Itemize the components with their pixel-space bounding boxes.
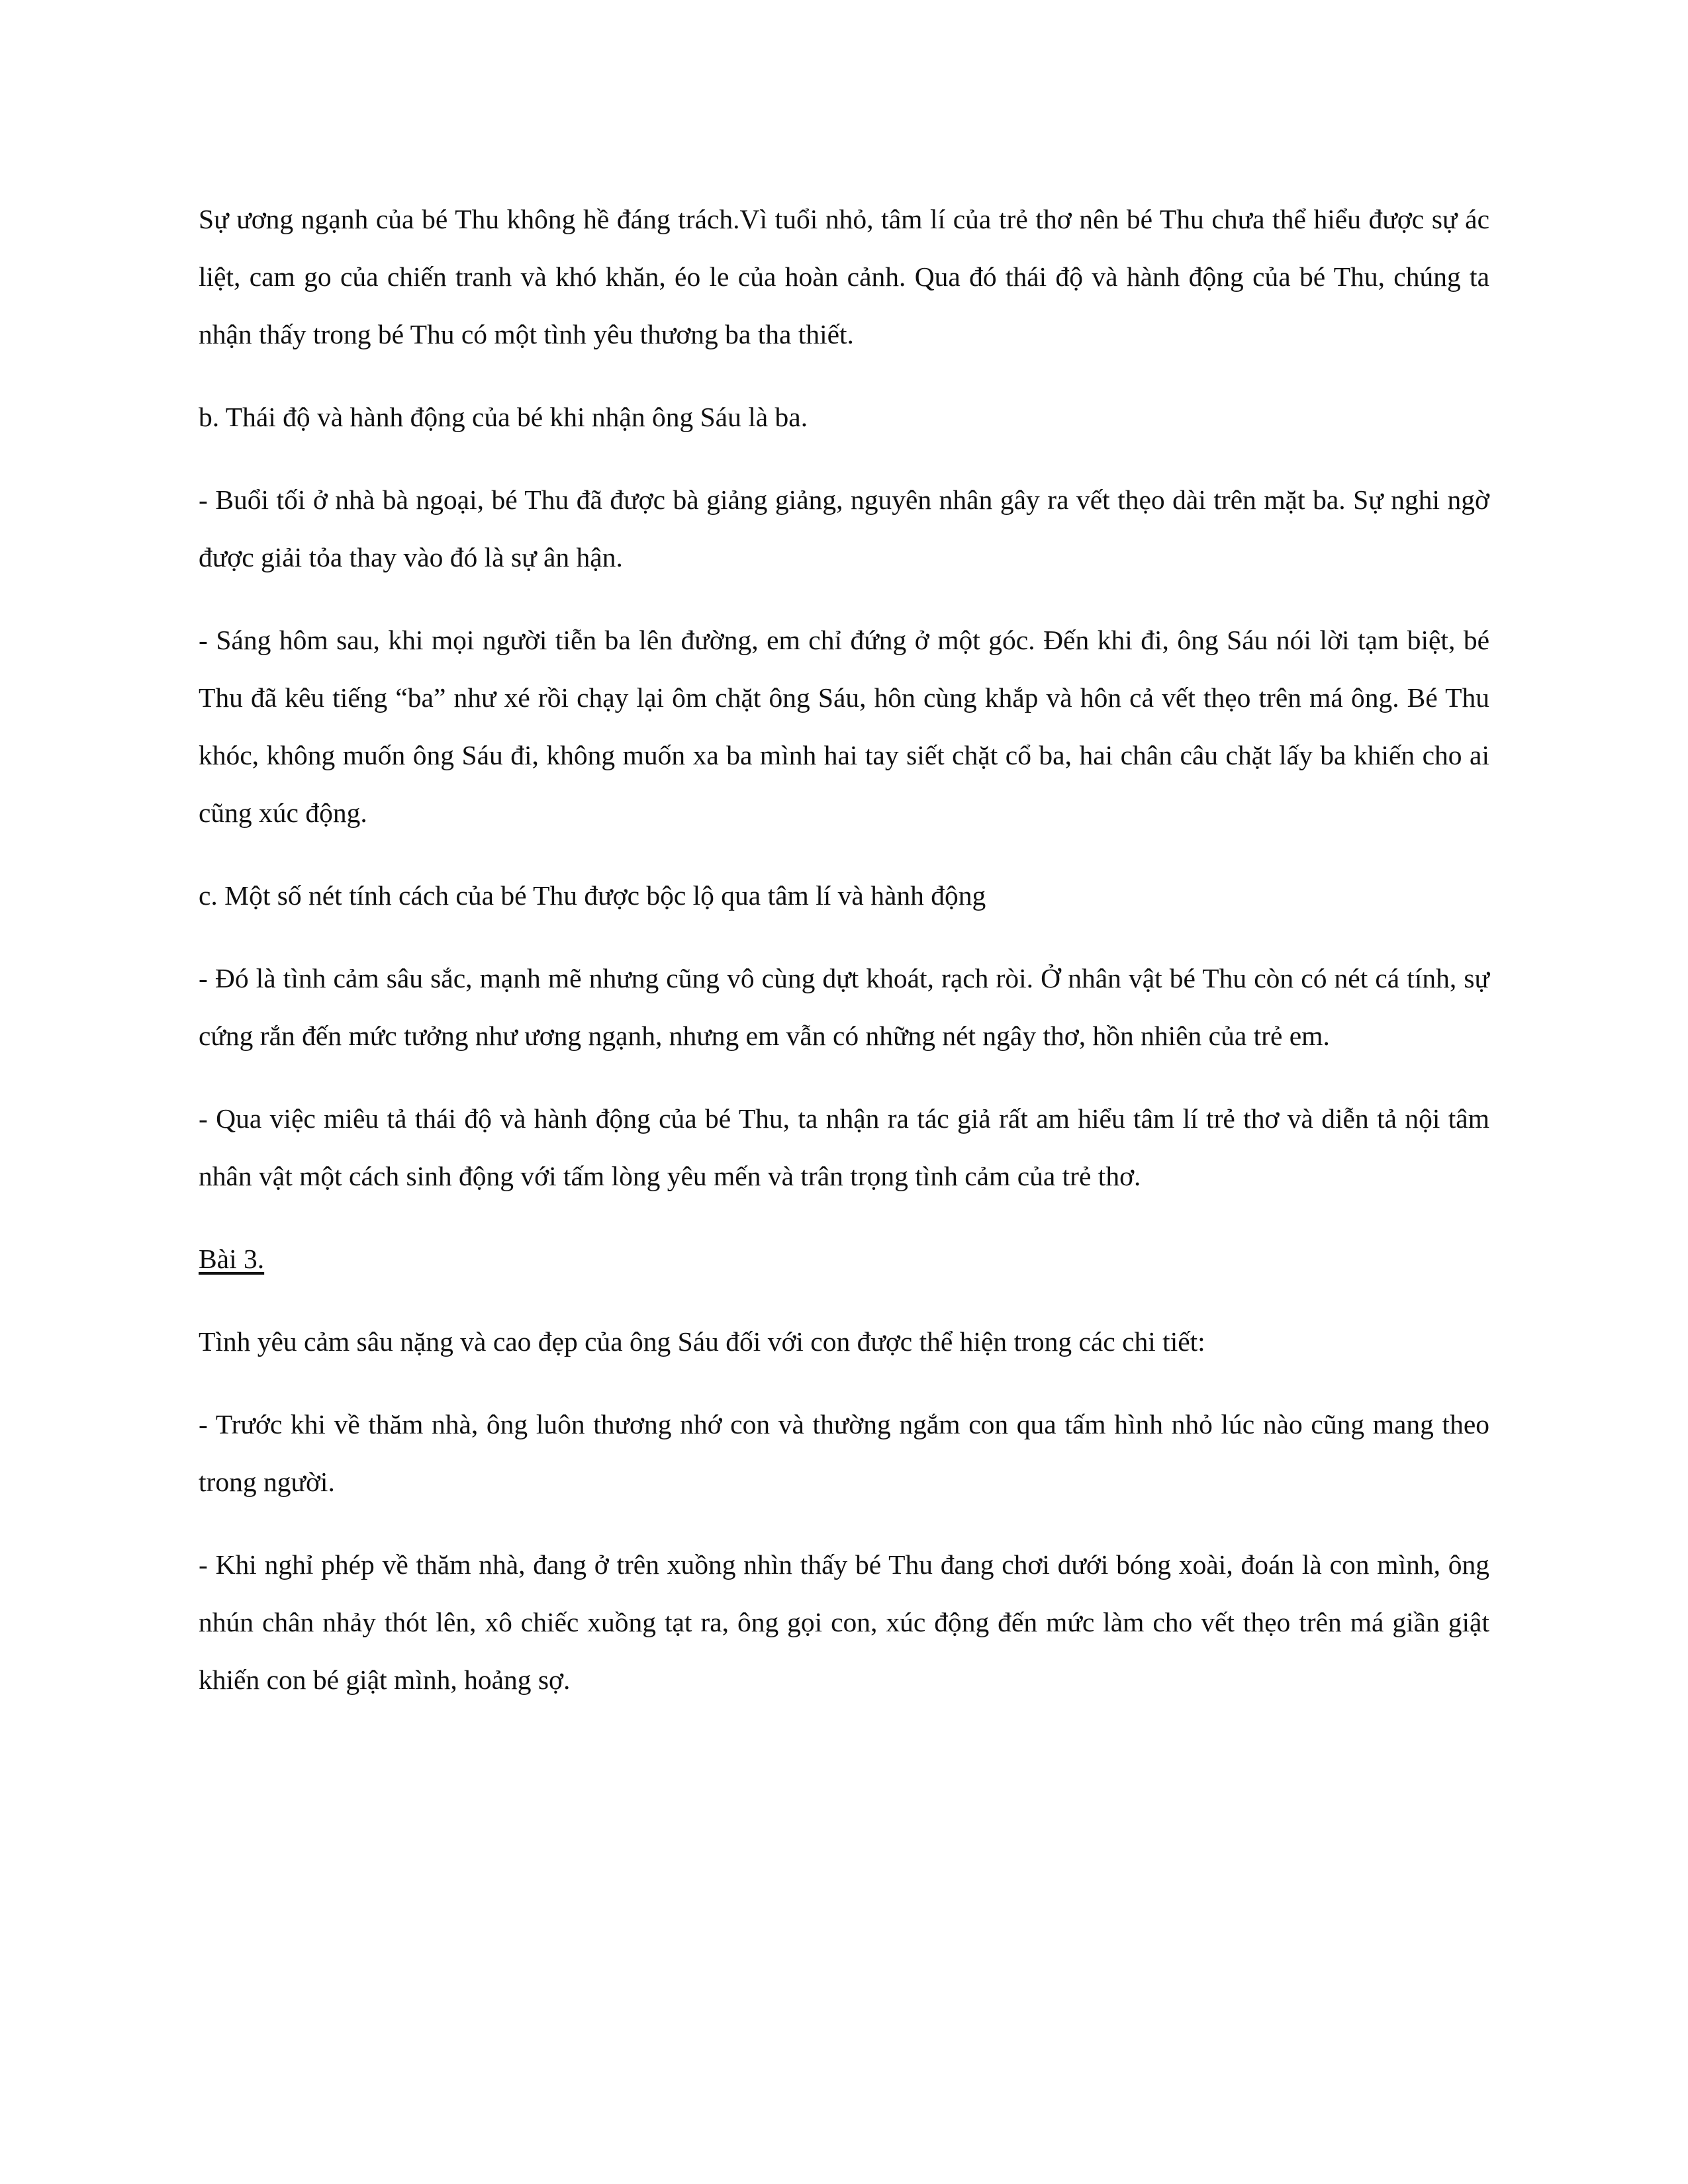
paragraph-on-leave: - Khi nghỉ phép về thăm nhà, đang ở trên xuồng nhìn thấy bé Thu đang chơi dưới bóng xoài, đoán là con mình, ông nhún chân nhảy thót lên, xô chiếc xuồng tạt ra, ông gọi con, xúc động đến mức làm cho vết thẹo trên má giần giật khiến con bé giật mình, hoảng sợ. <box>199 1549 1489 1695</box>
paragraph-exercise-3-intro: Tình yêu cảm sâu nặng và cao đẹp của ông Sáu đối với con được thể hiện trong các chi tiết: <box>199 1326 1205 1357</box>
paragraph-morning: - Sáng hôm sau, khi mọi người tiễn ba lên đường, em chỉ đứng ở một góc. Đến khi đi, ông Sáu nói lời tạm biệt, bé Thu đã kêu tiếng “ba” như xé rồi chạy lại ôm chặt ông Sáu, hôn cùng khắp và hôn cả vết thẹo trên má ông. Bé Thu khóc, không muốn ông Sáu đi, không muốn xa ba mình hai tay siết chặt cổ ba, hai chân câu chặt lấy ba khiến cho ai cũng xúc động. <box>199 625 1489 828</box>
section-b-heading: b. Thái độ và hành động của bé khi nhận ông Sáu là ba. <box>199 402 808 432</box>
paragraph-character: - Đó là tình cảm sâu sắc, mạnh mẽ nhưng cũng vô cùng dựt khoát, rạch ròi. Ở nhân vật bé Thu còn có nét cá tính, sự cứng rắn đến mức tưởng như ương ngạnh, nhưng em vẫn có những nét ngây thơ, hồn nhiên của trẻ em. <box>199 963 1489 1051</box>
exercise-3-heading: Bài 3. <box>199 1244 265 1274</box>
paragraph-intro: Sự ương ngạnh của bé Thu không hề đáng trách.Vì tuổi nhỏ, tâm lí của trẻ thơ nên bé Thu chưa thể hiểu được sự ác liệt, cam go của chiến tranh và khó khăn, éo le của hoàn cảnh. Qua đó thái độ và hành động của bé Thu, chúng ta nhận thấy trong bé Thu có một tình yêu thương ba tha thiết. <box>199 204 1489 349</box>
section-c-heading: c. Một số nét tính cách của bé Thu được bộc lộ qua tâm lí và hành động <box>199 880 986 911</box>
paragraph-before-visit: - Trước khi về thăm nhà, ông luôn thương nhớ con và thường ngắm con qua tấm hình nhỏ lúc nào cũng mang theo trong người. <box>199 1409 1489 1497</box>
paragraph-evening: - Buổi tối ở nhà bà ngoại, bé Thu đã được bà giảng giảng, nguyên nhân gây ra vết thẹo dài trên mặt ba. Sự nghi ngờ được giải tỏa thay vào đó là sự ân hận. <box>199 484 1489 572</box>
document-page <box>199 191 1489 1734</box>
paragraph-author: - Qua việc miêu tả thái độ và hành động của bé Thu, ta nhận ra tác giả rất am hiểu tâm lí trẻ thơ và diễn tả nội tâm nhân vật một cách sinh động với tấm lòng yêu mến và trân trọng tình cảm của trẻ thơ. <box>199 1103 1489 1191</box>
